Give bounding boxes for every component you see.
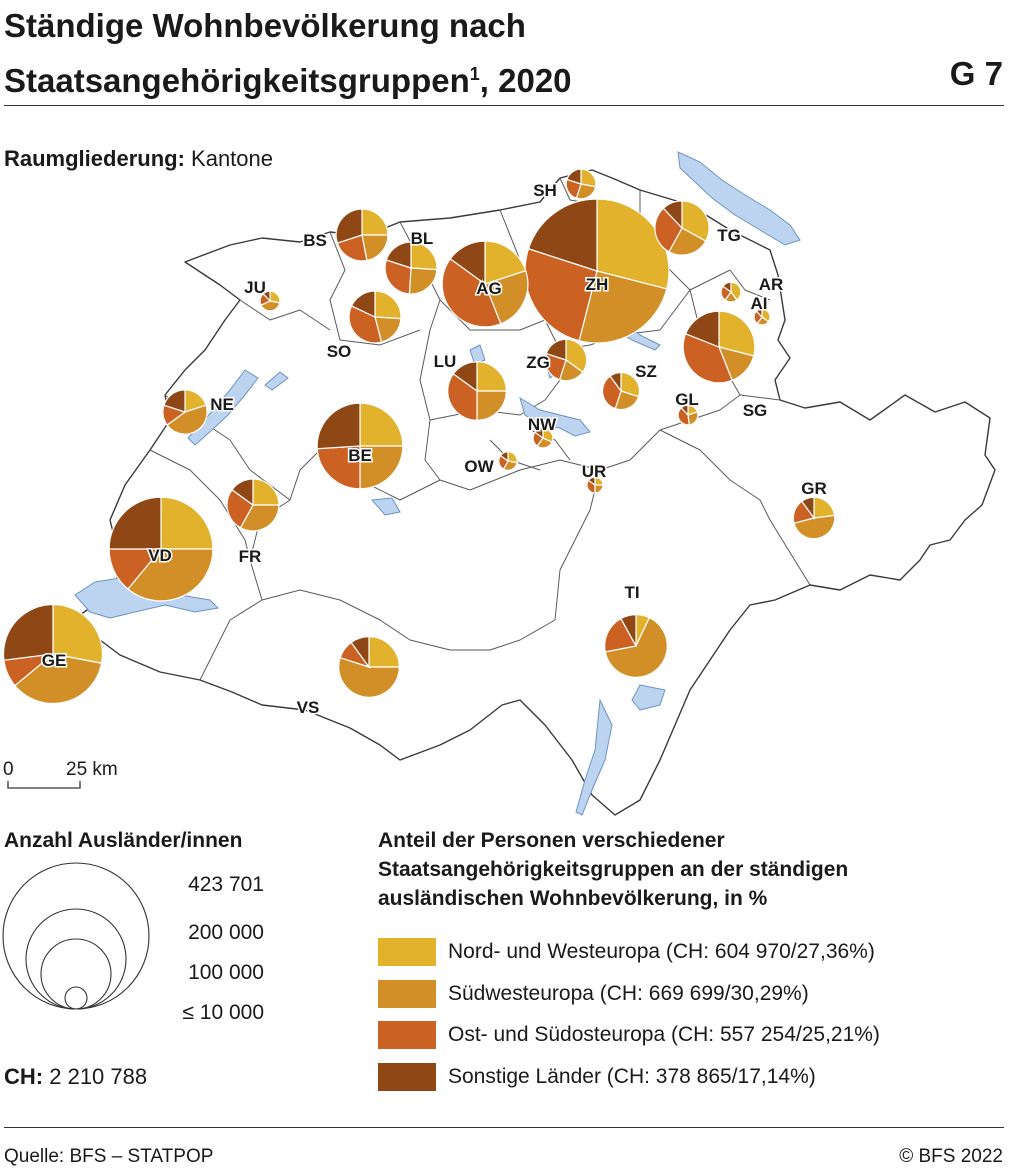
canton-label-zg: ZG: [526, 353, 550, 372]
pie-tg: [655, 201, 709, 255]
scale-zero: 0: [3, 759, 14, 780]
legend-label: Nord- und Westeuropa (CH: 604 970/27,36%): [448, 940, 875, 963]
canton-label-ag: AG: [476, 279, 502, 298]
total-ch: [4, 1064, 147, 1090]
scale-distance: 25 km: [66, 759, 118, 780]
canton-label-zh: ZH: [585, 275, 609, 294]
title-line-2: Staatsangehörigkeitsgruppen: [4, 62, 470, 99]
pie-zg: [545, 339, 586, 380]
total-label: CH:: [4, 1064, 44, 1089]
pie-sg: [683, 311, 755, 383]
canton-label-ur: UR: [581, 462, 607, 481]
pie-ti: [605, 615, 668, 678]
spatial-division-label: Raumgliederung:: [4, 146, 185, 171]
scale-bar: [0, 780, 90, 792]
canton-label-ai: AI: [750, 294, 768, 313]
canton-label-tg: TG: [717, 226, 741, 245]
color-legend-title-line: Staatsangehörigkeitsgruppen an der ständigen: [378, 858, 849, 881]
footnote-marker: 1: [469, 64, 480, 84]
size-legend-value: ≤ 10 000: [182, 1001, 264, 1024]
color-legend-title-line: Anteil der Personen verschiedener: [378, 829, 725, 852]
pie-lu: [448, 362, 507, 421]
canton-label-ge: GE: [41, 651, 67, 670]
bottom-rule: [4, 1127, 1004, 1128]
legend-item-suedwesteuropa: [378, 979, 809, 1009]
legend-swatch: [378, 1021, 436, 1049]
canton-label-vd: VD: [148, 546, 172, 565]
legend-label: Ost- und Südosteuropa (CH: 557 254/25,21%): [448, 1023, 880, 1046]
switzerland-map: [0, 130, 1009, 820]
canton-label-sh: SH: [533, 181, 557, 200]
legend-item-ost-suedosteuropa: [378, 1020, 880, 1050]
pie-gr: [793, 497, 834, 538]
legend-swatch: [378, 938, 436, 966]
graph-number: G 7: [949, 55, 1003, 92]
color-legend-title: [378, 826, 848, 913]
canton-label-bs: BS: [303, 231, 327, 250]
canton-label-ow: OW: [464, 457, 494, 476]
source-note: Quelle: BFS – STATPOP: [4, 1146, 214, 1167]
canton-label-ti: TI: [624, 583, 640, 602]
canton-label-gl: GL: [675, 390, 699, 409]
total-value: 2 210 788: [49, 1064, 148, 1089]
canton-label-bl: BL: [410, 229, 434, 248]
canton-label-sg: SG: [742, 401, 768, 420]
pie-sz: [602, 372, 639, 409]
canton-label-nw: NW: [527, 415, 557, 434]
canton-label-be: BE: [348, 446, 372, 465]
canton-label-so: SO: [326, 342, 352, 361]
canton-label-gr: GR: [801, 479, 827, 498]
legend-swatch: [378, 980, 436, 1008]
pie-slice-bs-0: [362, 209, 388, 235]
pie-bl: [385, 242, 437, 294]
size-legend-title: Anzahl Ausländer/innen: [4, 829, 243, 852]
canton-label-ar: AR: [758, 275, 784, 294]
pie-vs: [339, 637, 400, 698]
legend-item-nord-westeuropa: [378, 937, 875, 967]
legend-label: Südwesteuropa (CH: 669 699/30,29%): [448, 982, 809, 1005]
pie-ne: [163, 390, 207, 434]
color-legend-title-line: ausländischen Wohnbevölkerung, in %: [378, 887, 768, 910]
pie-so: [349, 291, 401, 343]
size-legend-value: 423 701: [188, 873, 264, 896]
canton-label-ne: NE: [210, 395, 234, 414]
canton-label-lu: LU: [433, 352, 457, 371]
canton-label-sz: SZ: [635, 362, 657, 381]
title-line-1: Ständige Wohnbevölkerung nach: [4, 7, 526, 44]
pie-ow: [499, 452, 518, 471]
copyright-note: © BFS 2022: [899, 1146, 1003, 1167]
size-legend-value: 200 000: [188, 921, 264, 944]
pie-fr: [227, 479, 279, 531]
pie-sh: [566, 169, 596, 199]
title-year: , 2020: [479, 62, 572, 99]
pie-bs: [336, 209, 388, 261]
canton-label-fr: FR: [238, 547, 262, 566]
top-rule: [4, 105, 1004, 106]
legend-item-sonstige-laender: [378, 1062, 816, 1092]
chart-title: [4, 2, 572, 105]
canton-label-ju: JU: [244, 278, 266, 297]
pie-zh: [525, 199, 669, 343]
spatial-division-value: Kantone: [191, 146, 273, 171]
pie-ar: [721, 282, 741, 302]
size-legend-value: 100 000: [188, 961, 264, 984]
legend-swatch: [378, 1063, 436, 1091]
legend-label: Sonstige Länder (CH: 378 865/17,14%): [448, 1065, 816, 1088]
canton-label-vs: VS: [296, 698, 320, 717]
